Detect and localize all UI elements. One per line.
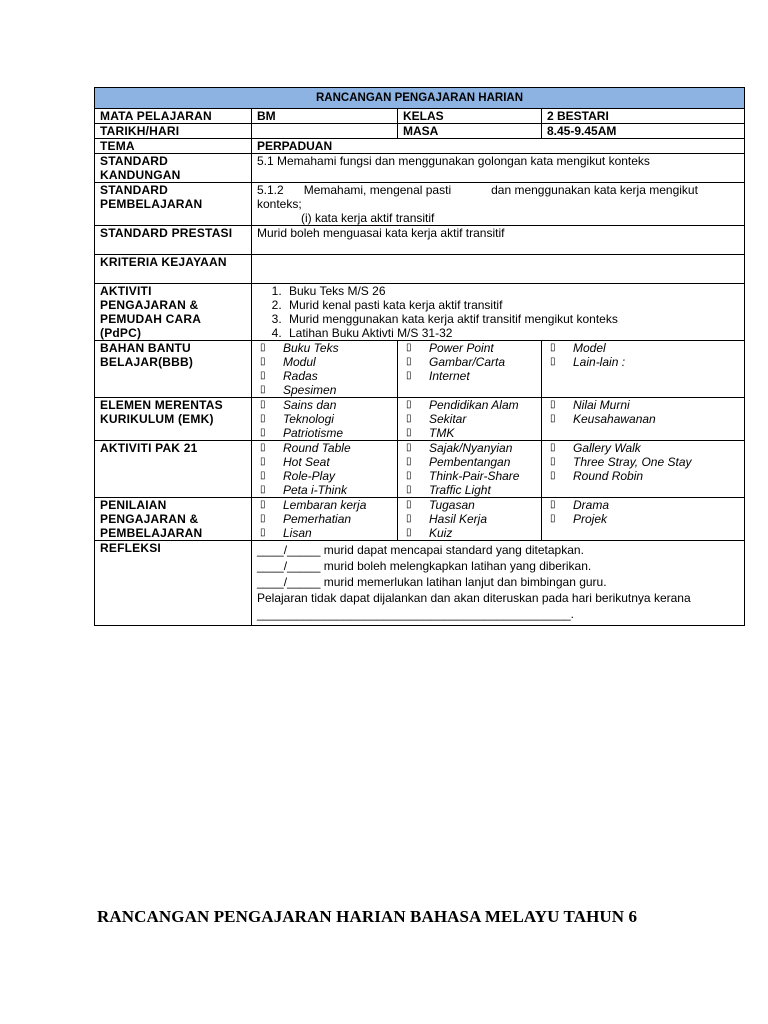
checkbox-icon: ▯ — [550, 470, 556, 481]
emk-col-3 — [542, 398, 745, 441]
row-pak21 — [95, 441, 745, 498]
checkbox-icon: ▯ — [260, 413, 266, 424]
row-bbb — [95, 341, 745, 398]
sp-text-b: dan menggunakan kata kerja mengikut — [491, 183, 698, 197]
list-item: ▯ Projek — [550, 512, 608, 526]
checkbox-icon: ▯ — [550, 513, 556, 524]
list-item: ▯ Lain-lain : — [550, 355, 626, 369]
emk-col-2 — [398, 398, 542, 441]
sp-text-c: konteks; — [257, 197, 302, 211]
list-item: ▯ Pendidikan Alam — [406, 398, 519, 412]
bbb-label-line-1: BAHAN BANTU — [100, 341, 191, 355]
checkbox-icon: ▯ — [406, 470, 412, 481]
checkbox-icon: ▯ — [406, 356, 412, 367]
list-item: ▯ Traffic Light — [406, 483, 491, 497]
aktiviti-label-line-2: PENGAJARAN & — [100, 298, 199, 312]
emk-label-line-2: KURIKULUM (EMK) — [100, 412, 214, 426]
tarikh-value — [252, 124, 398, 139]
checkbox-icon: ▯ — [406, 427, 412, 438]
list-item: ▯ Nilai Murni — [550, 398, 630, 412]
aktiviti-label-line-3: PEMUDAH CARA — [100, 312, 202, 326]
tema-value: PERPADUAN — [252, 139, 745, 154]
checkbox-icon: ▯ — [260, 499, 266, 510]
checkbox-icon: ▯ — [260, 513, 266, 524]
row-kriteria-kejayaan — [95, 255, 745, 284]
checkbox-icon: ▯ — [260, 442, 266, 453]
list-item: ▯ Sekitar — [406, 412, 467, 426]
list-item: ▯ Pemerhatian — [260, 512, 352, 526]
penilaian-label-line-1: PENILAIAN — [100, 498, 167, 512]
checkbox-icon: ▯ — [550, 499, 556, 510]
emk-label — [95, 398, 252, 441]
penilaian-label — [95, 498, 252, 541]
checkbox-icon: ▯ — [406, 413, 412, 424]
sp-label-line-2: PEMBELAJARAN — [100, 197, 203, 211]
aktiviti-value — [252, 284, 745, 341]
list-item: ▯ Think-Pair-Share — [406, 469, 520, 483]
checkbox-icon: ▯ — [406, 370, 412, 381]
sp-sub: (i) kata kerja aktif transitif — [301, 211, 435, 225]
list-item: ▯ Role-Play — [260, 469, 336, 483]
standard-kandungan-label — [95, 154, 252, 183]
checkbox-icon: ▯ — [406, 442, 412, 453]
sk-label-line-2: KANDUNGAN — [100, 168, 181, 182]
list-item: ▯ Teknologi — [260, 412, 334, 426]
list-item: ▯ Round Table — [260, 441, 351, 455]
aktiviti-label-line-4: (PdPC) — [100, 326, 142, 340]
sp-code: 5.1.2 — [257, 183, 284, 197]
list-item: ▯ Round Robin — [550, 469, 644, 483]
list-item: ▯ Spesimen — [260, 383, 337, 397]
lesson-plan-table — [94, 87, 745, 626]
standard-pembelajaran-label — [95, 183, 252, 226]
row-tema — [95, 139, 745, 154]
checkbox-icon: ▯ — [406, 527, 412, 538]
list-item: ▯ Buku Teks — [260, 341, 339, 355]
checkbox-icon: ▯ — [550, 342, 556, 353]
list-item: ▯ Kuiz — [406, 526, 453, 540]
pak21-col-3 — [542, 441, 745, 498]
standard-prestasi-value: Murid boleh menguasai kata kerja aktif transitif — [252, 226, 745, 255]
row-standard-prestasi — [95, 226, 745, 255]
list-item: ▯ Three Stray, One Stay — [550, 455, 692, 469]
mata-pelajaran-label: MATA PELAJARAN — [95, 109, 252, 124]
list-item: ▯ Gambar/Carta — [406, 355, 506, 369]
penilaian-label-line-3: PEMBELAJARAN — [100, 526, 203, 540]
list-item: ▯ Keusahawanan — [550, 412, 656, 426]
pak21-col-2 — [398, 441, 542, 498]
pak21-col-1 — [252, 441, 398, 498]
row-standard-kandungan — [95, 154, 745, 183]
bbb-col-2 — [398, 341, 542, 398]
list-item: ▯ Modul — [260, 355, 316, 369]
aktiviti-list — [257, 284, 739, 340]
checkbox-icon: ▯ — [260, 399, 266, 410]
refleksi-line: _______________________________________________. — [257, 607, 575, 621]
refleksi-line: ____/_____ murid boleh melengkapkan latihan yang diberikan. — [257, 559, 592, 573]
standard-pembelajaran-value — [252, 183, 745, 226]
row-penilaian — [95, 498, 745, 541]
masa-label: MASA — [398, 124, 542, 139]
list-item: 1. Buku Teks M/S 26 — [285, 284, 739, 298]
list-item: 3. Murid menggunakan kata kerja aktif transitif mengikut konteks — [285, 312, 739, 326]
row-mata-pelajaran — [95, 109, 745, 124]
checkbox-icon: ▯ — [406, 399, 412, 410]
refleksi-line: ____/_____ murid memerlukan latihan lanjut dan bimbingan guru. — [257, 575, 607, 589]
mata-pelajaran-value: BM — [252, 109, 398, 124]
sp-label-line-1: STANDARD — [100, 183, 169, 197]
tema-label: TEMA — [95, 139, 252, 154]
checkbox-icon: ▯ — [260, 427, 266, 438]
list-item: ▯ Drama — [550, 498, 610, 512]
bbb-label — [95, 341, 252, 398]
tarikh-label: TARIKH/HARI — [95, 124, 252, 139]
checkbox-icon: ▯ — [260, 470, 266, 481]
refleksi-label: REFLEKSI — [95, 541, 252, 626]
checkbox-icon: ▯ — [550, 399, 556, 410]
row-tarikh — [95, 124, 745, 139]
bbb-label-line-2: BELAJAR(BBB) — [100, 355, 194, 369]
list-item: ▯ Gallery Walk — [550, 441, 641, 455]
checkbox-icon: ▯ — [550, 456, 556, 467]
checkbox-icon: ▯ — [406, 513, 412, 524]
refleksi-value — [252, 541, 745, 626]
kriteria-kejayaan-value — [252, 255, 745, 284]
aktiviti-label — [95, 284, 252, 341]
list-item: ▯ Radas — [260, 369, 318, 383]
checkbox-icon: ▯ — [260, 342, 266, 353]
checkbox-icon: ▯ — [260, 384, 266, 395]
row-standard-pembelajaran — [95, 183, 745, 226]
checkbox-icon: ▯ — [260, 456, 266, 467]
masa-value: 8.45-9.45AM — [542, 124, 745, 139]
bbb-col-3 — [542, 341, 745, 398]
list-item: ▯ Lisan — [260, 526, 312, 540]
kelas-value: 2 BESTARI — [542, 109, 745, 124]
row-refleksi — [95, 541, 745, 626]
sk-label-line-1: STANDARD — [100, 154, 169, 168]
list-item: ▯ Lembaran kerja — [260, 498, 367, 512]
list-item: 4. Latihan Buku Aktivti M/S 31-32 — [285, 326, 739, 340]
kelas-label: KELAS — [398, 109, 542, 124]
list-item: ▯ Hot Seat — [260, 455, 330, 469]
checkbox-icon: ▯ — [260, 370, 266, 381]
refleksi-line: Pelajaran tidak dapat dijalankan dan akan diteruskan pada hari berikutnya kerana — [257, 591, 691, 605]
checkbox-icon: ▯ — [406, 484, 412, 495]
emk-col-1 — [252, 398, 398, 441]
checkbox-icon: ▯ — [406, 342, 412, 353]
list-item: ▯ Sains dan — [260, 398, 337, 412]
list-item: ▯ Peta i-Think — [260, 483, 348, 497]
emk-label-line-1: ELEMEN MERENTAS — [100, 398, 223, 412]
sp-text-a: Memahami, mengenal pasti — [303, 183, 452, 197]
checkbox-icon: ▯ — [260, 356, 266, 367]
penilaian-col-3 — [542, 498, 745, 541]
checkbox-icon: ▯ — [406, 499, 412, 510]
list-item: ▯ Internet — [406, 369, 470, 383]
penilaian-col-2 — [398, 498, 542, 541]
checkbox-icon: ▯ — [260, 484, 266, 495]
standard-prestasi-label: STANDARD PRESTASI — [95, 226, 252, 255]
checkbox-icon: ▯ — [406, 456, 412, 467]
checkbox-icon: ▯ — [550, 413, 556, 424]
row-emk — [95, 398, 745, 441]
row-aktiviti — [95, 284, 745, 341]
list-item: ▯ Power Point — [406, 341, 494, 355]
list-item: ▯ Sajak/Nyanyian — [406, 441, 513, 455]
standard-kandungan-value: 5.1 Memahami fungsi dan menggunakan golongan kata mengikut konteks — [252, 154, 745, 183]
list-item: ▯ Model — [550, 341, 606, 355]
list-item: ▯ Hasil Kerja — [406, 512, 488, 526]
bbb-col-1 — [252, 341, 398, 398]
pak21-label: AKTIVITI PAK 21 — [95, 441, 252, 498]
list-item: ▯ Patriotisme — [260, 426, 344, 440]
checkbox-icon: ▯ — [550, 442, 556, 453]
kriteria-kejayaan-label: KRITERIA KEJAYAAN — [95, 255, 252, 284]
document-footer-title: RANCANGAN PENGAJARAN HARIAN BAHASA MELAYU TAHUN 6 — [97, 907, 638, 926]
checkbox-icon: ▯ — [260, 527, 266, 538]
aktiviti-label-line-1: AKTIVITI — [100, 284, 152, 298]
checkbox-icon: ▯ — [550, 356, 556, 367]
penilaian-col-1 — [252, 498, 398, 541]
penilaian-label-line-2: PENGAJARAN & — [100, 512, 199, 526]
list-item: ▯ Pembentangan — [406, 455, 511, 469]
title-row — [95, 88, 745, 109]
refleksi-line: ____/_____ murid dapat mencapai standard yang ditetapkan. — [257, 543, 584, 557]
list-item: 2. Murid kenal pasti kata kerja aktif transitif — [285, 298, 739, 312]
table-title: RANCANGAN PENGAJARAN HARIAN — [95, 88, 745, 109]
list-item: ▯ Tugasan — [406, 498, 475, 512]
list-item: ▯ TMK — [406, 426, 455, 440]
